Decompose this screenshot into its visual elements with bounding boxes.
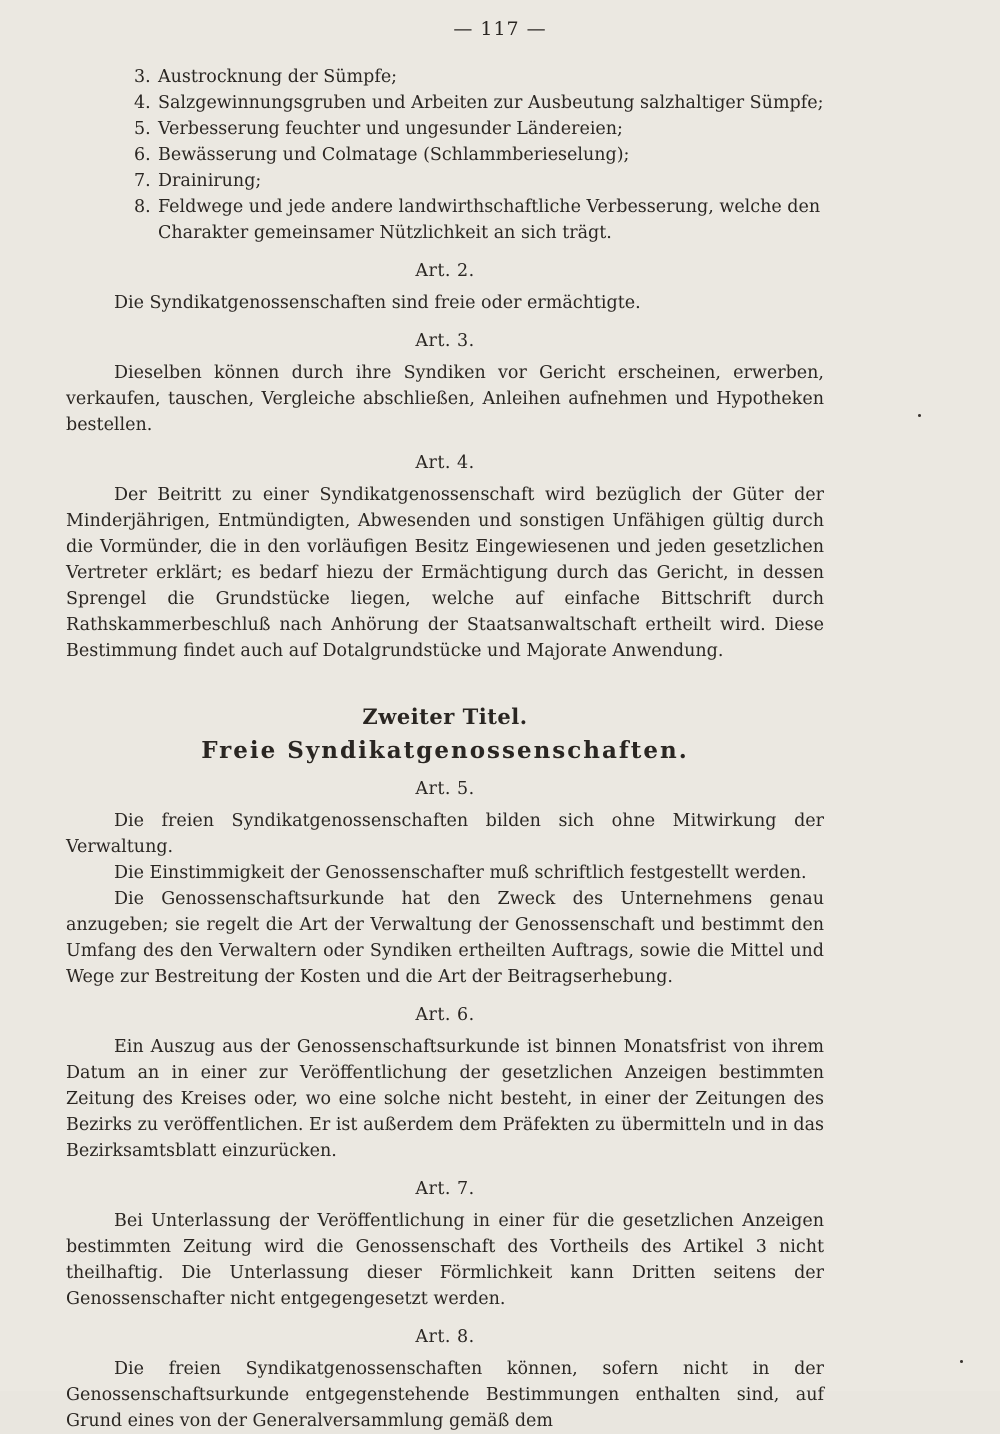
article-heading-4: Art. 4.	[415, 453, 475, 473]
article-8-text: Die freien Syndikatgenossenschaften können, sofern nicht in der Genossenschaftsurkunde entgegenstehende Bestimmungen enthalten sind, auf Grund eines von der Generalversammlung gemäß dem	[66, 1359, 824, 1431]
list-item-text: Bewässerung und Colmatage (Schlammberieselung);	[158, 145, 630, 165]
article-5-paragraph: Die freien Syndikatgenossenschaften bilden sich ohne Mitwirkung der Verwaltung.	[66, 811, 824, 857]
article-5-paragraph: Die Genossenschaftsurkunde hat den Zweck des Unternehmens genau anzugeben; sie regelt die Art der Verwaltung der Genossenschaft und bestimmt den Umfang des den Verwaltern oder Syndiken ertheilten Auftrags, sowie die Mittel und Wege zur Bestreitung der Kosten und die Art der Beitragserhebung.	[66, 889, 824, 987]
section-title: Zweiter Titel.	[362, 704, 528, 729]
article-2-text: Die Syndikatgenossenschaften sind freie oder ermächtigte.	[114, 293, 641, 313]
enumerated-list	[66, 64, 824, 246]
section-subtitle: Freie Syndikatgenossenschaften.	[201, 737, 689, 764]
list-item	[66, 168, 824, 194]
article-7-text: Bei Unterlassung der Veröffentlichung in einer für die gesetzlichen Anzeigen bestimmten Zeitung wird die Genossenschaft des Vortheils des Artikel 3 nicht theilhaftig. Die Unterlassung dieser Förmlichkeit kann Dritten seitens der Genossenschafter nicht entgegengesetzt werden.	[66, 1211, 824, 1309]
article-heading-3: Art. 3.	[415, 331, 475, 351]
list-item-text: Drainirung;	[158, 171, 262, 191]
paper-speck	[960, 1360, 963, 1363]
list-item	[66, 116, 824, 142]
list-item	[66, 90, 824, 116]
article-heading-5: Art. 5.	[415, 779, 475, 799]
list-item-number: 8.	[134, 197, 151, 217]
list-item	[66, 194, 824, 246]
list-item-text: Verbesserung feuchter und ungesunder Ländereien;	[158, 119, 623, 139]
list-item-text: Austrocknung der Sümpfe;	[158, 67, 398, 87]
article-heading-8: Art. 8.	[415, 1327, 475, 1347]
article-heading-2: Art. 2.	[415, 261, 475, 281]
page-content	[66, 64, 824, 1434]
list-item-text: Salzgewinnungsgruben und Arbeiten zur Ausbeutung salzhaltiger Sümpfe;	[158, 93, 824, 113]
paper-speck	[918, 414, 921, 417]
article-3-text: Dieselben können durch ihre Syndiken vor Gericht erscheinen, erwerben, verkaufen, tauschen, Vergleiche abschließen, Anleihen aufnehmen und Hypotheken bestellen.	[66, 363, 824, 435]
list-item	[66, 64, 824, 90]
article-4-text: Der Beitritt zu einer Syndikatgenossenschaft wird bezüglich der Güter der Minderjährigen, Entmündigten, Abwesenden und sonstigen Unfähigen gültig durch die Vormünder, die in den vorläufigen Besitz Eingewiesenen und jeden gesetzlichen Vertreter erklärt; es bedarf hiezu der Ermächtigung durch das Gericht, in dessen Sprengel die Grundstücke liegen, welche auf einfache Bittschrift durch Rathskammerbeschluß nach Anhörung der Staatsanwaltschaft ertheilt wird. Diese Bestimmung findet auch auf Dotalgrundstücke und Majorate Anwendung.	[66, 485, 824, 661]
list-item-number: 7.	[134, 171, 151, 191]
article-heading-6: Art. 6.	[415, 1005, 475, 1025]
article-5-paragraph: Die Einstimmigkeit der Genossenschafter muß schriftlich festgestellt werden.	[114, 863, 807, 883]
list-item-number: 4.	[134, 93, 151, 113]
list-item-number: 6.	[134, 145, 151, 165]
article-6-text: Ein Auszug aus der Genossenschaftsurkunde ist binnen Monatsfrist von ihrem Datum an in einer zur Veröffentlichung der gesetzlichen Anzeigen bestimmten Zeitung des Kreises oder, wo eine solche nicht besteht, in einer der Zeitungen des Bezirks zu veröffentlichen. Er ist außerdem dem Präfekten zu übermitteln und in das Bezirksamtsblatt einzurücken.	[66, 1037, 824, 1161]
page-number: — 117 —	[453, 18, 547, 40]
list-item-number: 3.	[134, 67, 151, 87]
list-item-text: Feldwege und jede andere landwirthschaftliche Verbesserung, welche den Charakter gemeinsamer Nützlichkeit an sich trägt.	[158, 197, 821, 243]
list-item	[66, 142, 824, 168]
article-heading-7: Art. 7.	[415, 1179, 475, 1199]
list-item-number: 5.	[134, 119, 151, 139]
